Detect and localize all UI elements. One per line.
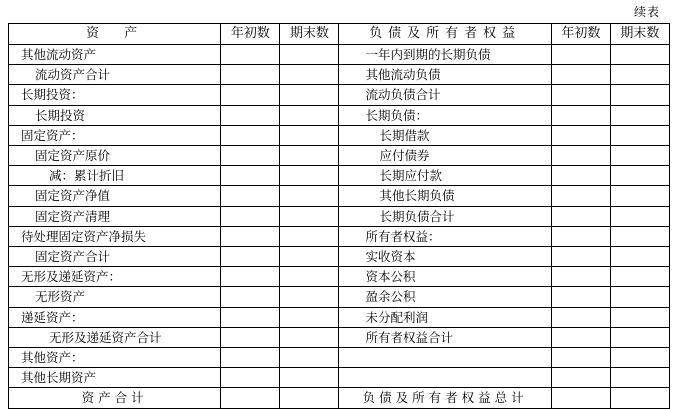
liabilities-total-label: 负债及所有者权益总计 xyxy=(339,388,551,409)
liability-label-cell xyxy=(339,166,551,186)
asset-label: 递延资产： xyxy=(21,309,84,325)
assets-total-end-value xyxy=(280,388,339,409)
asset-label-cell xyxy=(9,327,221,347)
asset-label: 固定资产合计 xyxy=(35,249,111,265)
table-row xyxy=(9,226,670,246)
liability-end-value xyxy=(610,348,669,368)
asset-begin-value xyxy=(221,85,280,105)
liability-label-cell xyxy=(339,247,551,267)
assets-total-begin-value xyxy=(221,388,280,409)
liability-label-cell xyxy=(339,65,551,85)
asset-begin-value xyxy=(221,287,280,307)
liability-label: 未分配利润 xyxy=(365,309,428,325)
asset-label-cell xyxy=(9,206,221,226)
asset-end-value xyxy=(280,226,339,246)
liability-begin-value xyxy=(551,327,610,347)
liability-label: 长期应付款 xyxy=(379,168,442,184)
asset-label: 减：累计折旧 xyxy=(49,168,125,184)
asset-label: 固定资产： xyxy=(21,127,84,143)
asset-begin-value xyxy=(221,166,280,186)
asset-begin-value xyxy=(221,146,280,166)
asset-label: 无形资产 xyxy=(35,289,86,305)
liability-end-value xyxy=(610,65,669,85)
liability-label-cell xyxy=(339,125,551,145)
asset-label-cell xyxy=(9,166,221,186)
asset-label-cell xyxy=(9,267,221,287)
liability-end-value xyxy=(610,287,669,307)
asset-label-cell xyxy=(9,307,221,327)
liability-begin-value xyxy=(551,368,610,388)
liability-end-value xyxy=(610,105,669,125)
asset-end-value xyxy=(280,287,339,307)
header-row xyxy=(9,24,670,45)
asset-label: 固定资产净值 xyxy=(35,188,111,204)
liability-label-cell xyxy=(339,307,551,327)
table-row xyxy=(9,105,670,125)
asset-begin-value xyxy=(221,125,280,145)
continued-label: 续表 xyxy=(633,5,660,19)
asset-label: 其他资产： xyxy=(21,350,84,366)
liability-label: 流动负债合计 xyxy=(365,87,441,103)
asset-end-value xyxy=(280,327,339,347)
table-row xyxy=(9,125,670,145)
asset-end-value xyxy=(280,247,339,267)
asset-label: 其他长期资产 xyxy=(21,370,97,386)
header-assets-begin: 年初数 xyxy=(221,24,280,45)
asset-label-cell xyxy=(9,226,221,246)
asset-label: 其他流动资产 xyxy=(21,47,97,62)
liability-label-cell xyxy=(339,287,551,307)
asset-end-value xyxy=(280,186,339,206)
liability-label-cell xyxy=(339,45,551,65)
asset-end-value xyxy=(280,348,339,368)
asset-begin-value xyxy=(221,368,280,388)
liability-end-value xyxy=(610,226,669,246)
header-liab-end: 期末数 xyxy=(610,24,669,45)
table-row xyxy=(9,368,670,388)
liability-end-value xyxy=(610,267,669,287)
table-row xyxy=(9,307,670,327)
liability-end-value xyxy=(610,368,669,388)
liability-label: 实收资本 xyxy=(365,249,416,265)
liability-end-value xyxy=(610,146,669,166)
asset-begin-value xyxy=(221,247,280,267)
liability-begin-value xyxy=(551,267,610,287)
asset-label: 待处理固定资产净损失 xyxy=(21,228,147,244)
asset-label: 固定资产清理 xyxy=(35,208,111,224)
asset-label-cell xyxy=(9,125,221,145)
asset-label-cell xyxy=(9,287,221,307)
asset-end-value xyxy=(280,45,339,65)
table-row xyxy=(9,348,670,368)
liability-label-cell xyxy=(339,226,551,246)
asset-label: 长期投资： xyxy=(21,87,84,103)
asset-end-value xyxy=(280,65,339,85)
liability-label: 其他流动负债 xyxy=(365,67,441,83)
liability-end-value xyxy=(610,85,669,105)
liability-label: 长期负债合计 xyxy=(379,208,455,224)
table-row xyxy=(9,267,670,287)
liability-end-value xyxy=(610,206,669,226)
liability-label: 应付债券 xyxy=(379,148,430,164)
table-row xyxy=(9,186,670,206)
asset-begin-value xyxy=(221,267,280,287)
liability-label-cell xyxy=(339,368,551,388)
asset-end-value xyxy=(280,125,339,145)
liability-begin-value xyxy=(551,226,610,246)
liability-label: 一年内到期的长期负债 xyxy=(365,47,491,62)
balance-sheet-table xyxy=(8,23,670,409)
asset-label: 长期投资 xyxy=(35,107,86,123)
liability-begin-value xyxy=(551,287,610,307)
asset-end-value xyxy=(280,166,339,186)
asset-end-value xyxy=(280,146,339,166)
liability-begin-value xyxy=(551,45,610,65)
asset-begin-value xyxy=(221,186,280,206)
asset-begin-value xyxy=(221,105,280,125)
liability-end-value xyxy=(610,186,669,206)
liability-label: 所有者权益： xyxy=(365,228,441,244)
liability-end-value xyxy=(610,327,669,347)
assets-total-label: 资产合计 xyxy=(9,388,221,409)
liability-begin-value xyxy=(551,247,610,267)
header-liab-begin: 年初数 xyxy=(551,24,610,45)
liability-begin-value xyxy=(551,307,610,327)
asset-end-value xyxy=(280,206,339,226)
asset-label-cell xyxy=(9,348,221,368)
asset-label: 无形及递延资产： xyxy=(21,269,122,285)
liability-begin-value xyxy=(551,125,610,145)
asset-end-value xyxy=(280,368,339,388)
liability-end-value xyxy=(610,125,669,145)
asset-label-cell xyxy=(9,105,221,125)
liability-label-cell xyxy=(339,105,551,125)
asset-label-cell xyxy=(9,186,221,206)
asset-end-value xyxy=(280,267,339,287)
asset-begin-value xyxy=(221,327,280,347)
asset-label-cell xyxy=(9,368,221,388)
asset-end-value xyxy=(280,105,339,125)
liability-begin-value xyxy=(551,206,610,226)
header-assets-end: 期末数 xyxy=(280,24,339,45)
liability-label: 盈余公积 xyxy=(365,289,416,305)
liability-label: 其他长期负债 xyxy=(379,188,455,204)
liability-label-cell xyxy=(339,267,551,287)
liability-begin-value xyxy=(551,166,610,186)
asset-label: 无形及递延资产合计 xyxy=(49,329,162,345)
liability-begin-value xyxy=(551,85,610,105)
asset-begin-value xyxy=(221,226,280,246)
asset-label-cell xyxy=(9,45,221,65)
asset-label-cell xyxy=(9,247,221,267)
liability-end-value xyxy=(610,45,669,65)
table-body xyxy=(9,45,670,409)
liability-label-cell xyxy=(339,206,551,226)
liability-label-cell xyxy=(339,146,551,166)
asset-label-cell xyxy=(9,85,221,105)
table-row xyxy=(9,166,670,186)
asset-begin-value xyxy=(221,45,280,65)
liability-begin-value xyxy=(551,186,610,206)
totals-row xyxy=(9,388,670,409)
table-row xyxy=(9,327,670,347)
asset-label: 固定资产原价 xyxy=(35,148,111,164)
liability-begin-value xyxy=(551,105,610,125)
asset-label-cell xyxy=(9,65,221,85)
liability-label: 长期借款 xyxy=(379,127,430,143)
asset-begin-value xyxy=(221,65,280,85)
liability-end-value xyxy=(610,307,669,327)
liabilities-total-begin-value xyxy=(551,388,610,409)
liabilities-total-end-value xyxy=(610,388,669,409)
liability-label: 所有者权益合计 xyxy=(365,329,453,345)
table-row xyxy=(9,45,670,65)
asset-label: 流动资产合计 xyxy=(35,67,111,83)
liability-label-cell xyxy=(339,327,551,347)
header-liabilities: 负债及所有者权益 xyxy=(339,24,551,45)
liability-begin-value xyxy=(551,146,610,166)
table-row xyxy=(9,65,670,85)
liability-label-cell xyxy=(339,85,551,105)
liability-label-cell xyxy=(339,348,551,368)
table-header xyxy=(9,24,670,45)
liability-label-cell xyxy=(339,186,551,206)
asset-begin-value xyxy=(221,348,280,368)
asset-begin-value xyxy=(221,307,280,327)
asset-label-cell xyxy=(9,146,221,166)
table-row xyxy=(9,247,670,267)
header-assets: 资 产 xyxy=(9,24,221,45)
table-row xyxy=(9,146,670,166)
table-row xyxy=(9,287,670,307)
liability-end-value xyxy=(610,247,669,267)
liability-begin-value xyxy=(551,348,610,368)
asset-end-value xyxy=(280,307,339,327)
liability-begin-value xyxy=(551,65,610,85)
asset-end-value xyxy=(280,85,339,105)
liability-label: 长期负债： xyxy=(365,107,428,123)
asset-begin-value xyxy=(221,206,280,226)
liability-label: 资本公积 xyxy=(365,269,416,285)
table-row xyxy=(9,206,670,226)
liability-end-value xyxy=(610,166,669,186)
table-row xyxy=(9,85,670,105)
